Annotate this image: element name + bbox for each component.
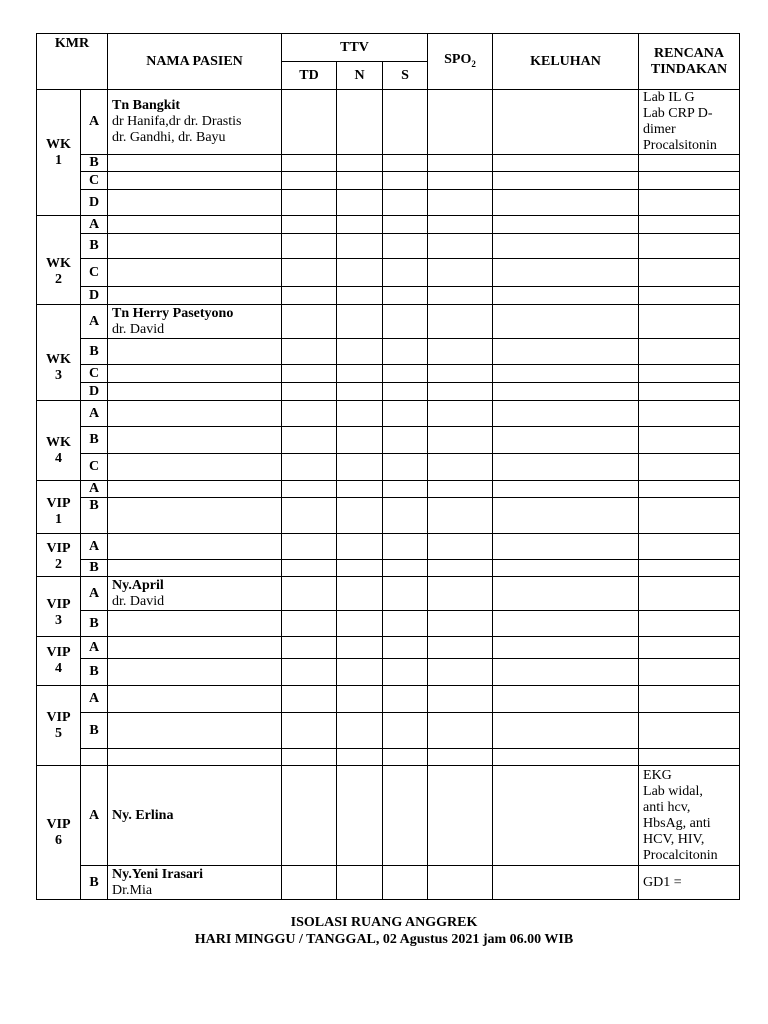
bed-label: C [81,172,108,190]
room-label: VIP [46,541,71,556]
table-row [37,305,740,339]
bed-label: B [81,560,108,577]
table-row [37,401,740,427]
room-number: 1 [55,511,62,527]
room-wk2 [37,216,81,305]
doctor-name: dr. David [112,321,165,337]
room-number: 1 [55,152,62,168]
bed-label: C [81,454,108,481]
table-row [37,611,740,637]
bed-label: A [81,216,108,234]
bed-label: A [81,577,108,611]
table-row [37,155,740,172]
plan-cell: GD1 = [639,866,740,900]
table-row [37,637,740,659]
patient-name: Tn Bangkit [112,98,181,113]
table-row [37,577,740,611]
room-label: VIP [46,709,71,725]
room-number: 4 [55,661,62,676]
bed-label: A [81,534,108,560]
room-label: WK [46,351,71,367]
header-ttv: TTV [282,34,428,62]
table-row [37,383,740,401]
bed-label: B [81,234,108,259]
patient-table [36,33,740,900]
header-nama-pasien: NAMA PASIEN [108,34,282,90]
plan-item: Lab widal, [643,783,703,799]
bed-label: B [81,713,108,749]
bed-label: B [81,659,108,686]
table-row [37,172,740,190]
room-vip2 [37,534,81,577]
table-row [37,560,740,577]
bed-label: D [81,287,108,305]
plan-cell [639,90,740,155]
room-number: 4 [55,450,62,466]
doctor-name: dr. Gandhi, dr. Bayu [112,130,226,145]
plan-item: Lab IL G [643,90,695,105]
bed-label: B [81,611,108,637]
header-td: TD [282,62,337,90]
bed-label: A [81,686,108,713]
header-spo2 [428,34,493,90]
table-row [37,287,740,305]
plan-item: Lab CRP D- [643,106,713,121]
patient-name: Ny. Erlina [112,807,174,823]
bed-label: A [81,481,108,498]
patient-name: Tn Herry Pasetyono [112,305,234,321]
patient-cell [108,866,282,900]
table-row [37,749,740,766]
patient-name: Ny.April [112,577,164,593]
room-label: VIP [46,596,71,612]
table-row [37,866,740,900]
doctor-name: dr. David [112,593,165,609]
table-row [37,713,740,749]
bed-label: B [81,427,108,454]
bed-label: C [81,365,108,383]
footer-date: HARI MINGGU / TANGGAL, 02 Agustus 2021 jam 06.00 WIB [194,932,574,947]
room-vip1 [37,481,81,534]
room-vip6 [37,766,81,900]
room-label: VIP [46,816,71,832]
plan-item: EKG [643,767,672,783]
room-wk3 [37,305,81,401]
room-number: 3 [55,367,62,383]
bed-label: B [81,339,108,365]
patient-cell [108,90,282,155]
doctor-name: Dr.Mia [112,882,153,898]
table-row [37,259,740,287]
plan-item: HCV, HIV, [643,831,705,847]
patient-cell [108,305,282,339]
header-spo-text: SPO [444,51,472,67]
bed-label: A [81,637,108,659]
n-cell [337,90,383,155]
table-row [37,481,740,498]
bed-label: A [81,305,108,339]
room-number: 3 [55,612,62,628]
doctor-name: dr Hanifa,dr dr. Drastis [112,114,242,129]
room-number: 6 [55,832,62,848]
room-label: WK [46,136,71,152]
table-row [37,190,740,216]
room-number: 2 [55,557,62,572]
room-vip3 [37,577,81,637]
footer-title: ISOLASI RUANG ANGGREK [290,915,478,930]
table-row [37,234,740,259]
room-vip4 [37,637,81,686]
room-label: WK [46,256,71,271]
bed-label: D [81,190,108,216]
room-label: WK [46,434,71,450]
room-number: 5 [55,725,62,741]
header-keluhan: KELUHAN [493,34,639,90]
bed-label: B [81,155,108,172]
plan-item: HbsAg, anti [643,815,711,831]
table-row [37,339,740,365]
patient-cell [108,577,282,611]
bed-label: D [81,383,108,401]
plan-item: Procalsitonin [643,138,717,153]
bed-label: B [81,498,108,534]
patient-cell [108,766,282,866]
header-spo-subscript: 2 [471,58,476,69]
table-row [37,454,740,481]
bed-label: A [81,766,108,866]
patient-name: Ny.Yeni Irasari [112,866,203,882]
table-row [37,427,740,454]
header-s: S [383,62,428,90]
bed-label: B [81,866,108,900]
table-row [37,659,740,686]
plan-item: Procalcitonin [643,847,718,863]
table-row [37,365,740,383]
plan-item: dimer [643,122,676,137]
header-kmr: KMR [37,34,108,90]
keluhan-cell [493,90,639,155]
td-cell [282,90,337,155]
table-row [37,534,740,560]
bed-label: A [81,401,108,427]
header-n: N [337,62,383,90]
table-row [37,498,740,534]
room-label: VIP [46,645,71,660]
table-row [37,216,740,234]
room-label: VIP [46,495,71,511]
plan-cell [639,766,740,866]
bed-label: C [81,259,108,287]
room-number: 2 [55,272,62,287]
header-rencana-tindakan: RENCANA TINDAKAN [639,34,740,90]
spo2-cell [428,90,493,155]
table-row [37,686,740,713]
bed-label: A [81,90,108,155]
table-row [37,766,740,866]
room-wk1 [37,90,81,216]
plan-item: anti hcv, [643,799,691,815]
table-row [37,90,740,155]
room-vip5 [37,686,81,766]
s-cell [383,90,428,155]
room-wk4 [37,401,81,481]
